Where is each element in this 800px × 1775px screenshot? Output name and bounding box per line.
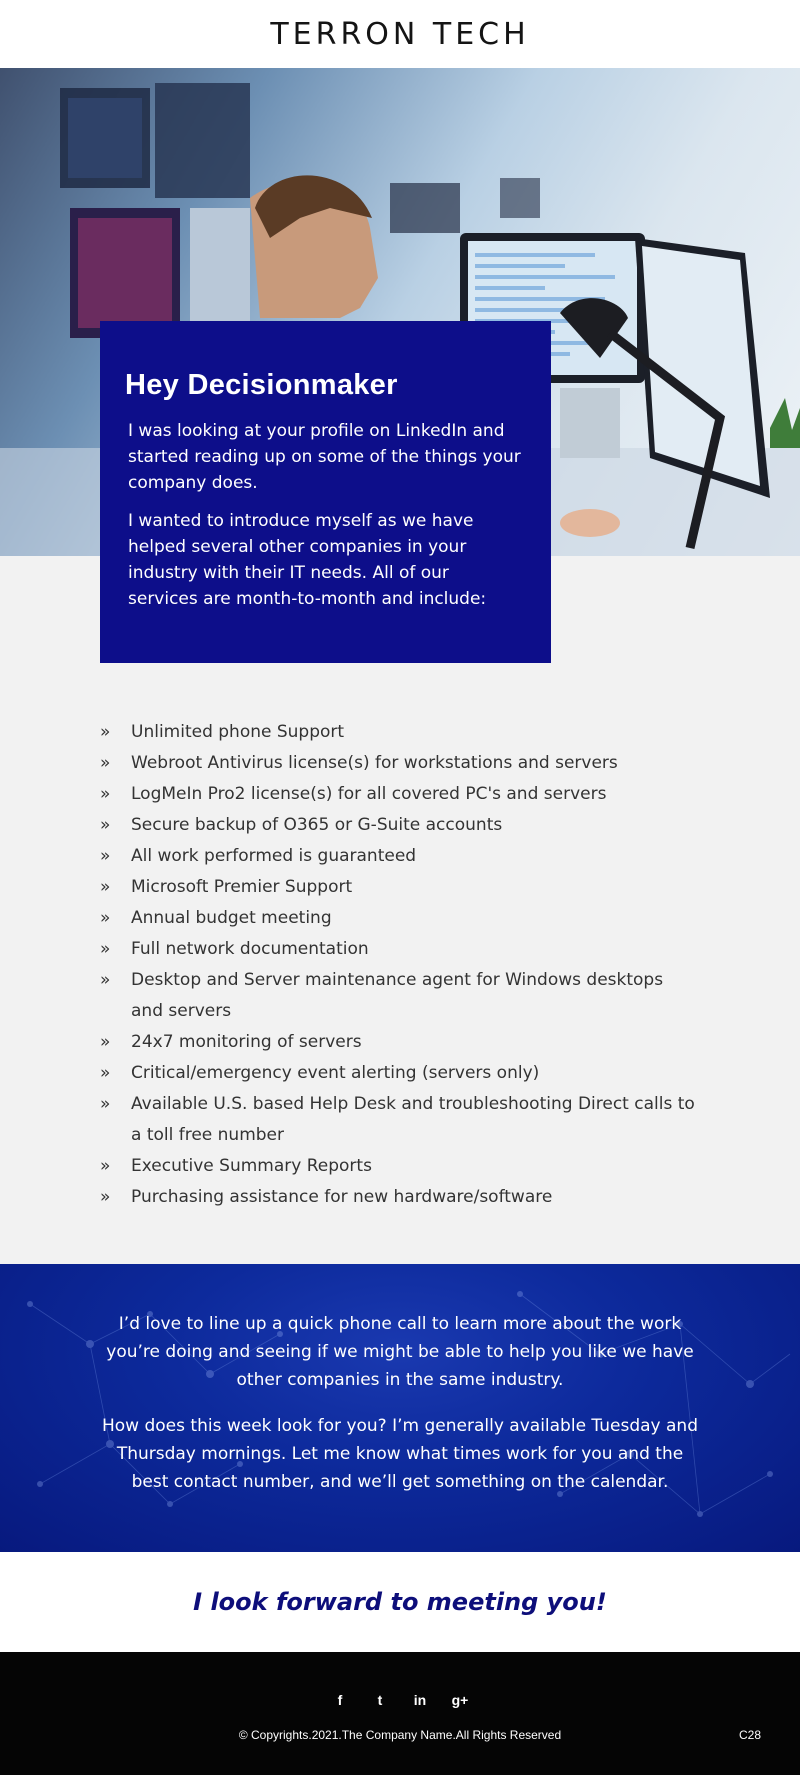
list-item: » LogMeIn Pro2 license(s) for all covered PC's and servers (100, 779, 700, 810)
list-item: » Available U.S. based Help Desk and troubleshooting Direct calls to a toll free number (100, 1089, 700, 1151)
cta-paragraph-2: How does this week look for you? I’m generally available Tuesday and Thursday mornings. Let me know what times work for you and the best contact number, and we’ll get something on the calendar. (102, 1416, 698, 1492)
list-item: » Executive Summary Reports (100, 1151, 700, 1182)
cta-section (0, 1264, 800, 1552)
list-item: » 24x7 monitoring of servers (100, 1027, 700, 1058)
double-chevron-right-icon: » (100, 722, 111, 742)
double-chevron-right-icon: » (100, 939, 111, 959)
site-header (0, 0, 800, 68)
site-footer (0, 1652, 800, 1775)
list-item: » All work performed is guaranteed (100, 841, 700, 872)
twitter-icon[interactable]: t (377, 1692, 383, 1708)
list-item: » Critical/emergency event alerting (servers only) (100, 1058, 700, 1089)
intro-card (100, 321, 551, 663)
list-item: » Secure backup of O365 or G-Suite accounts (100, 810, 700, 841)
intro-paragraph-2: I wanted to introduce myself as we have helped several other companies in your industry with their IT needs. All of our services are month-to-month and include: (128, 511, 487, 609)
double-chevron-right-icon: » (100, 877, 111, 897)
intro-paragraph-1: I was looking at your profile on LinkedIn and started reading up on some of the things your company does. (128, 421, 521, 493)
cta-paragraph-1: I’d love to line up a quick phone call to learn more about the work you’re doing and seeing if we might be able to help you like we have other companies in the same industry. (106, 1314, 694, 1390)
double-chevron-right-icon: » (100, 1187, 111, 1207)
double-chevron-right-icon: » (100, 753, 111, 773)
copyright-text: © Copyrights.2021.The Company Name.All Rights Reserved (238, 1728, 562, 1742)
double-chevron-right-icon: » (100, 1032, 111, 1052)
linkedin-icon[interactable]: in (413, 1692, 427, 1708)
social-links (0, 1690, 800, 1710)
double-chevron-right-icon: » (100, 908, 111, 928)
list-item: » Webroot Antivirus license(s) for workstations and servers (100, 748, 700, 779)
list-item: » Full network documentation (100, 934, 700, 965)
brand-logo-text[interactable]: TERRON TECH (270, 16, 530, 52)
double-chevron-right-icon: » (100, 815, 111, 835)
double-chevron-right-icon: » (100, 784, 111, 804)
list-item: » Purchasing assistance for new hardware/software (100, 1182, 700, 1213)
closing-message: I look forward to meeting you! (193, 1588, 607, 1616)
double-chevron-right-icon: » (100, 1094, 111, 1114)
facebook-icon[interactable]: f (337, 1692, 343, 1708)
list-item: » Desktop and Server maintenance agent for Windows desktops and servers (100, 965, 700, 1027)
services-list (100, 717, 700, 1213)
footer-code: C28 (739, 1728, 762, 1742)
double-chevron-right-icon: » (100, 970, 111, 990)
list-item: » Unlimited phone Support (100, 717, 700, 748)
google-plus-icon[interactable]: g+ (451, 1692, 469, 1708)
double-chevron-right-icon: » (100, 1156, 111, 1176)
closing-banner (0, 1552, 800, 1652)
list-item: » Annual budget meeting (100, 903, 700, 934)
intro-title: Hey Decisionmaker (125, 369, 398, 401)
double-chevron-right-icon: » (100, 1063, 111, 1083)
network-background-pattern (0, 1264, 800, 1552)
double-chevron-right-icon: » (100, 846, 111, 866)
list-item: » Microsoft Premier Support (100, 872, 700, 903)
